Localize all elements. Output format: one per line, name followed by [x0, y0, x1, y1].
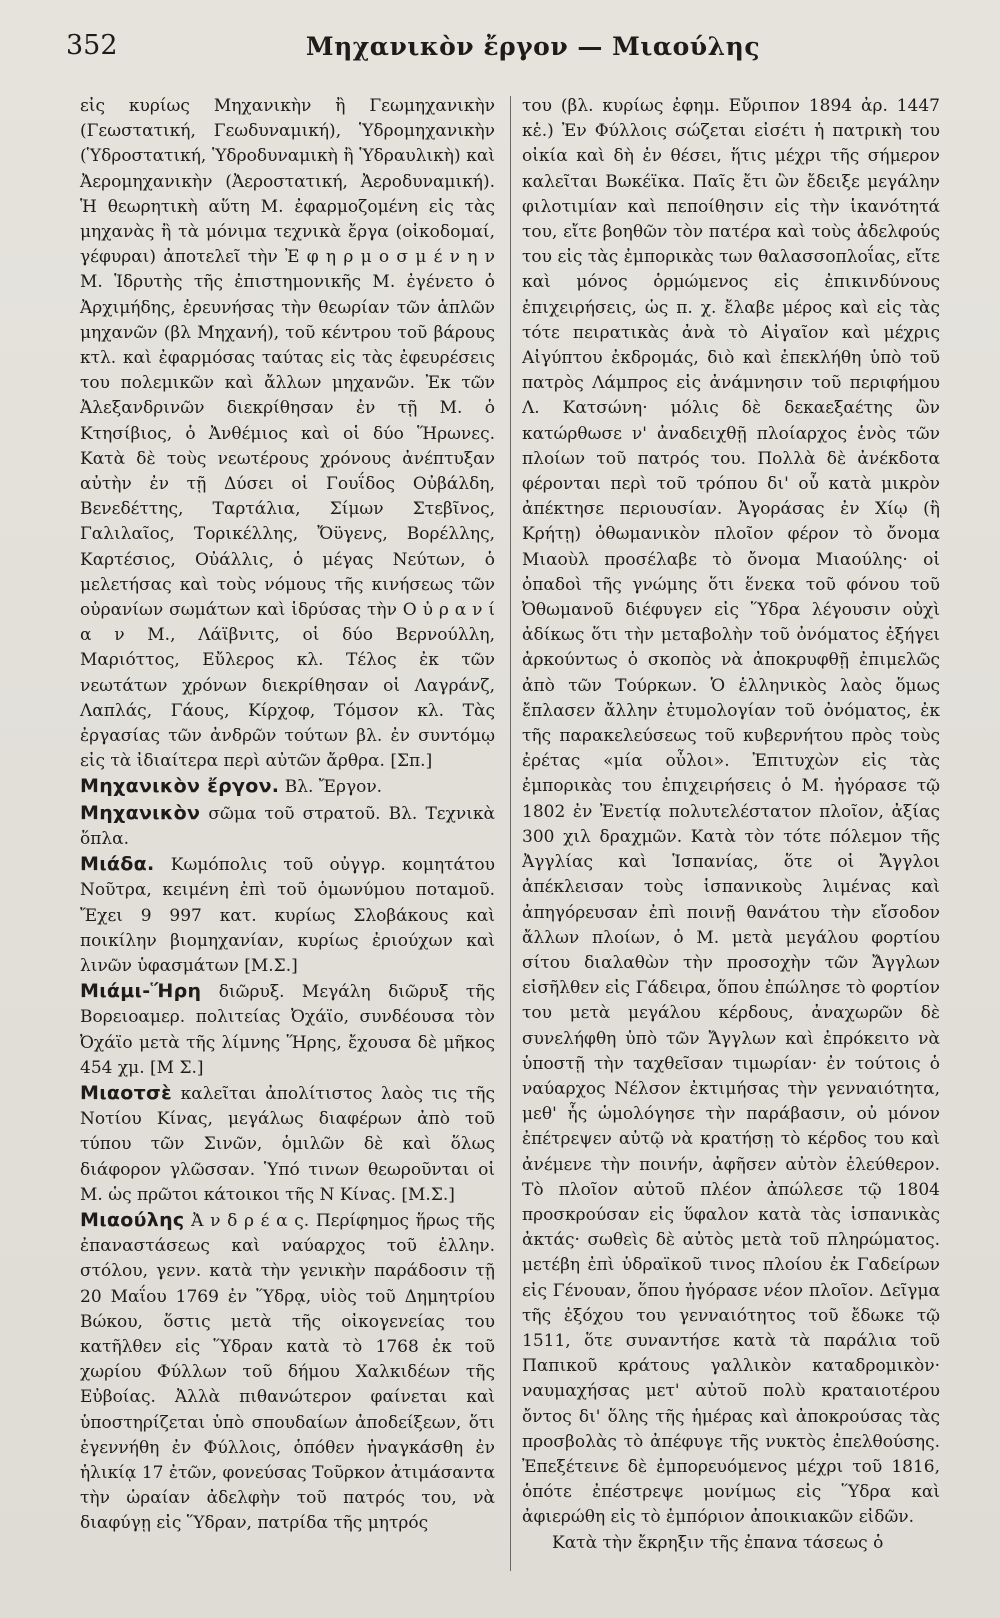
headword: Μηχανικὸν — [80, 801, 201, 824]
entry-mechanikon-ergon: Μηχανικὸν ἔργον. Βλ. Ἔργον. — [80, 775, 383, 798]
entry-miaoulis: Μιαούλης Ἀ ν δ ρ έ α ς. Περίφημος ἥρως τῆς ἐπαναστάσεως καὶ ναύαρχος τοῦ ἑλλην. στόλου, γενν. κατὰ τὴν γενικὴν παράδοσιν τῇ 20 Μαΐου 1769 ἐν Ὕδρᾳ, υἱὸς τοῦ Δημητρίου Βώκου, ὅστις μετὰ τῆς οἰκογενείας του κατῆλθεν εἰς Ὕδραν κατὰ τὸ 1768 ἐκ τοῦ χωρίου Φύλλων τοῦ δήμου Χαλκιδέων τῆς Εὐβοίας. Ἀλλὰ πιθανώτερον φαίνεται καὶ ὑποστηρίζεται ὑπὸ σπουδαίων ἀποδείξεων, ὅτι ἐγεννήθη ἐν Φύλλοις, ὁπόθεν ἠναγκάσθη ἐν ἡλικίᾳ 17 ἐτῶν, φονεύσας Τοῦρκον ἀτιμάσαντα τὴν ὡραίαν ἀδελφὴν τοῦ πατρός του, νὰ διαφύγῃ εἰς Ὕδραν, πατρίδα τῆς μητρός — [80, 1208, 495, 1534]
headword: Μηχανικὸν ἔργον. — [80, 775, 280, 798]
page-header — [66, 30, 960, 74]
entry-mechanikon-soma: Μηχανικὸν σῶμα τοῦ στρατοῦ. Βλ. Τεχνικὰ ὅπλα. — [80, 801, 495, 849]
headword: Μιάμι-Ἥρη — [80, 980, 202, 1003]
page-number: 352 — [66, 30, 118, 61]
right-column — [522, 94, 940, 1556]
miaoulis-next-paragraph: Κατὰ τὴν ἔκρηξιν τῆς ἐπανα τάσεως ὁ — [552, 1532, 884, 1553]
entry-miami-eri: Μιάμι-Ἥρη διῶρυξ. Μεγάλη διῶρυξ τῆς Βορειοαμερ. πολιτείας Ὀχάϊο, συνδέουσα τὸν Ὀχάϊο μετὰ τῆς λίμνης Ἥρης, ἔχουσα δὲ μῆκος 454 χμ. [Μ Σ.] — [80, 980, 495, 1078]
running-head: Μηχανικὸν ἔργον — Μιαούλης — [305, 32, 761, 61]
entry-miada: Μιάδα. Κωμόπολις τοῦ οὐγγρ. κομητάτου Νοῦτρα, κειμένη ἐπὶ τοῦ ὁμωνύμου ποταμοῦ. Ἔχει 9 997 κατ. κυρίως Σλοβάκους καὶ ποικίλην βιομηχανίαν, κυρίως ἐριούχων καὶ λινῶν ὑφασμάτων [Μ.Σ.] — [80, 853, 495, 976]
entry-miaotse: Μιαοτσὲ καλεῖται ἀπολίτιστος λαὸς τις τῆς Νοτίου Κίνας, μεγάλως διαφέρων ἀπὸ τοῦ τύπου τῶν Σινῶν, ὁμιλῶν δὲ καὶ ὅλως διάφορον γλῶσσαν. Ὑπό τινων θεωροῦνται οἱ Μ. ὡς πρῶτοι κάτοικοι τῆς Ν Κίνας. [Μ.Σ.] — [80, 1081, 495, 1205]
headword: Μιάδα. — [80, 853, 155, 876]
column-divider — [510, 96, 511, 1571]
headword: Μιαούλης — [80, 1208, 185, 1231]
miaoulis-continued: του (βλ. κυρίως ἐφημ. Εὔριπον 1894 ἀρ. 1447 κἑ.) Ἐν Φύλλοις σώζεται εἰσέτι ἡ πατρικὴ του οἰκία καὶ δὴ ἐν θέσει, ἥτις μέχρι τῆς σήμερον καλεῖται Βωκέϊκα. Παῖς ἔτι ὢν ἔδειξε μεγάλην φιλοτιμίαν καὶ πεποίθησιν εἰς τὴν ἱκανότητά του, εἴτε βοηθῶν τὸν πατέρα καὶ τοὺς ἀδελφούς του εἰς τὰς ἐμπορικὰς των θαλασσοπλοΐας, εἴτε καὶ μόνος ὁρμώμενος εἰς ἐπικινδύνους ἐπιχειρήσεις, ὡς π. χ. ἔλαβε μέρος καὶ εἰς τὰς τότε πειρατικὰς ἀνὰ τὸ Αἰγαῖον καὶ μέχρις Αἰγύπτου ἐκδρομάς, διὸ καὶ ἐπεκλήθη ὑπὸ τοῦ πατρὸς Λάμπρος εἰς ἀνάμνησιν τοῦ περιφήμου Λ. Κατσώνη· μόλις δὲ δεκαεξαέτης ὢν κατώρθωσε ν' ἀναδειχθῇ πλοίαρχος ἑνὸς τῶν πλοίων τοῦ πατρός του. Πολλὰ δὲ ἀνέκδοτα φέρονται περὶ τοῦ τρόπου δι' οὗ κατὰ μικρὸν ἀπέκτησε περιουσίαν. Ἀγοράσας ἐν Χίῳ (ἢ Κρήτῃ) ὀθωμανικὸν πλοῖον φέρον τὸ ὄνομα Μιαοὺλ προσέλαβε τὸ ὄνομα Μιαούλης· οἱ ὀπαδοὶ τῆς γνώμης ὅτι ἕνεκα τοῦ φόνου τοῦ Ὀθωμανοῦ διέφυγεν εἰς Ὕδρα λέγουσιν οὐχὶ ἀδίκως ὅτι τὴν μεταβολὴν τοῦ ὀνόματος ἐξήγει ἀρκούντως ὁ σκοπὸς νὰ ἀποκρυφθῇ ἐπιμελῶς ἀπὸ τῶν Τούρκων. Ὁ ἑλληνικὸς λαὸς ὅμως ἔπλασεν ἄλλην ἐτυμολογίαν τοῦ ὀνόματος, ἐκ τῆς παρακελεύσεως τοῦ κυβερνήτου πρὸς τοὺς ἐρέτας «μία οὖλοι». Ἐπιτυχὼν εἰς τὰς ἐμπορικὰς του ἐπιχειρήσεις ὁ Μ. ἠγόρασε τῷ 1802 ἐν Ἐνετίᾳ πολυτελέστατον πλοῖον, ἀξίας 300 χιλ δραχμῶν. Κατὰ τὸν τότε πόλεμον τῆς Ἀγγλίας καὶ Ἱσπανίας, ὅτε οἱ Ἄγγλοι ἀπέκλεισαν τοὺς ἱσπανικοὺς λιμένας καὶ ἀπηγόρευσαν ἐπὶ ποινῇ θανάτου τὴν εἴσοδον ἄλλων πλοίων, ὁ Μ. μετὰ μεγάλου φορτίου σίτου διαλαθὼν τὴν προσοχὴν τῶν Ἄγγλων εἰσῆλθεν εἰς Γάδειρα, ὅπου ἐπώλησε τὸ φορτίον του μετὰ μεγάλου κέρδους, ἀναχωρῶν δὲ συνελήφθη ὑπὸ τῶν Ἄγγλων καὶ ἐπρόκειτο νὰ ὑποστῇ τὴν ταχθεῖσαν τιμωρίαν· ἐν τούτοις ὁ ναύαρχος Νέλσον ἐκτιμήσας τὴν γενναιότητα, μεθ' ἧς ὡμολόγησε τὴν παράβασιν, οὐ μόνον ἐπέτρεψεν αὐτῷ νὰ κρατήσῃ τὸ κέρδος του καὶ ἀνέμενε τὴν ποινήν, ἀφῆσεν αὐτὸν ἐλεύθερον. Τὸ πλοῖον αὐτοῦ πλέον ἀπώλεσε τῷ 1804 προσκρούσαν εἰς ὕφαλον κατὰ τὰς ἱσπανικὰς ἀκτάς· σωθεὶς δὲ αὐτὸς μετὰ τοῦ πληρώματος. μετέβη ἐπὶ ὑδραϊκοῦ τινος πλοίου ἐκ Γαδείρων εἰς Γένουαν, ὅπου ἠγόρασε νέον πλοῖον. Δεῖγμα τῆς ἐξόχου του γενναιότητος τοῦ ἔδωκε τῷ 1511, ὅτε συναντήσε κατὰ τὰ παράλια τοῦ Παπικοῦ κράτους γαλλικὸν καταδρομικὸν· ναυμαχήσας μετ' αὐτοῦ πολὺ κραταιοτέρου ὄντος δι' ὅλης τῆς ἡμέρας καὶ ἀποκρούσας τὰς προσβολὰς τὸ ἀπέφυγε τῆς νυκτὸς ἐπελθούσης. Ἐπεξέτεινε δὲ ἐμπορευόμενος μέχρι τοῦ 1816, ὁπότε ἐπέστρεψε μονίμως εἰς Ὕδρα καὶ ἀφιερώθη εἰς τὸ ἐμπόριον ἀποικιακῶν εἰδῶν. — [522, 96, 940, 1528]
entry-continuation: εἰς κυρίως Μηχανικὴν ἢ Γεωμηχανικὴν (Γεωστατική, Γεωδυναμική), Ὑδρομηχανικὴν (Ὑδροστατική, Ὑδροδυναμικὴ ἢ Ὑδραυλικὴ) καὶ Ἀερομηχανικὴν (Ἀεροστατική, Ἀεροδυναμική). Ἡ θεωρητικὴ αὕτη Μ. ἐφαρμοζομένη εἰς τὰς μηχανὰς ἢ τὰ μόνιμα τεχνικὰ ἔργα (οἰκοδομαί, γέφυραι) ἀποτελεῖ τὴν Ἐ φ η ρ μ ο σ μ έ ν η ν Μ. Ἱδρυτὴς τῆς ἐπιστημονικῆς Μ. ἐγένετο ὁ Ἀρχιμήδης, ἐρευνήσας τὴν θεωρίαν τῶν ἁπλῶν μηχανῶν (βλ Μηχανή), τοῦ κέντρου τοῦ βάρους κτλ. καὶ ἐφαρμόσας ταύτας εἰς τὰς ἐφευρέσεις του πολεμικῶν καὶ ἄλλων μηχανῶν. Ἐκ τῶν Ἀλεξανδρινῶν διεκρίθησαν ἐν τῇ Μ. ὁ Κτησίβιος, ὁ Ἀνθέμιος καὶ οἱ δύο Ἥρωνες. Κατὰ δὲ τοὺς νεωτέρους χρόνους ἀνέπτυξαν αὐτὴν ἐν τῇ Δύσει οἱ Γουΐδος Οὐβάλδη, Βενεδέττης, Ταρτάλια, Σίμων Στεβῖνος, Γαλιλαῖος, Τορικέλλης, Ὄϋγενς, Βορέλλης, Καρτέσιος, Οὐάλλις, ὁ μέγας Νεύτων, ὁ μελετήσας καὶ τοὺς νόμους τῆς κινήσεως τῶν οὐρανίων σωμάτων καὶ ἱδρύσας τὴν Ο ὐ ρ α ν ί α ν Μ., Λάϊβνιτς, οἱ δύο Βερνούλλη, Μαριόττος, Εὔλερος κλ. Τέλος ἐκ τῶν νεωτάτων χρόνων διεκρίθησαν οἱ Λαγράνζ, Λαπλάς, Γάους, Κίρχοφ, Τόμσον κλ. Τὰς ἐργασίας τῶν ἀνδρῶν τούτων βλ. ἐν συντόμῳ εἰς τὰ ἰδιαίτερα περὶ αὐτῶν ἄρθρα. [Σπ.] — [80, 96, 495, 772]
left-column — [80, 94, 495, 1537]
headword: Μιαοτσὲ — [80, 1081, 173, 1104]
